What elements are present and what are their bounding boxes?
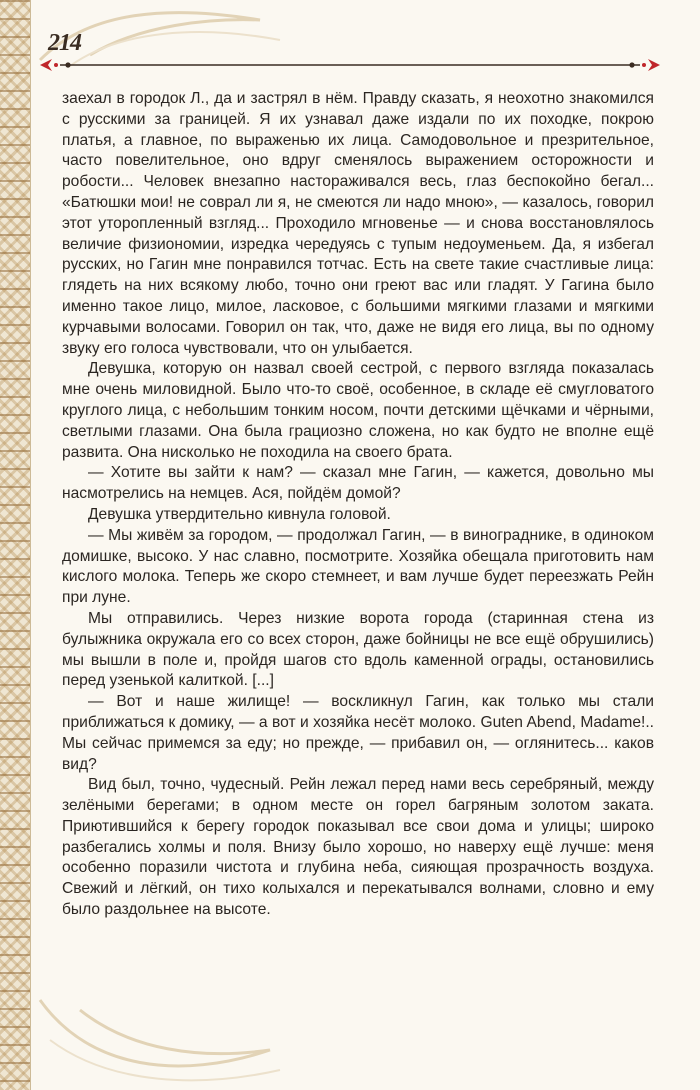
paragraph: — Мы живём за городом, — продолжал Гагин, — в винограднике, в одиноком домишке, высоко. У нас славно, посмотрите. Хозяйка обещала приготовить нам кислого молока. Теперь же скоро стемнеет, и вам лучше будет переезжать Рейн при луне. bbox=[62, 526, 654, 607]
paragraph: Вид был, точно, чудесный. Рейн лежал перед нами весь серебряный, между зелёными берегами; в одном месте он горел багряным золотом заката. Приютившийся к берегу городок показывал все свои дома и улицы; широко разбегались холмы и поля. Внизу было хорошо, но наверху ещё лучше: меня особенно поразили чистота и глубина неба, сияющая прозрачность воздуха. Свежий и лёгкий, он тихо колыхался и перекатывался волнами, словно и ему было раздольнее на высоте. bbox=[62, 776, 654, 919]
paragraph: Мы отправились. Через низкие ворота города (старинная стена из булыжника окружала его со всех сторон, даже бойницы не все ещё обрушились) мы вышли в поле и, пройдя шагов сто вдоль каменной ограды, остановились перед узенькой калиткой. [...] bbox=[62, 609, 654, 690]
paragraph: Девушка, которую он назвал своей сестрой, с первого взгляда показалась мне очень миловидной. Было что-то своё, особенное, в складе её смугловатого круглого лица, с небольшим тонким носом, почти детскими щёчками и чёрными, светлыми глазами. Она была грациозно сложена, но как будто не вполне ещё развита. Она нисколько не походила на своего брата. bbox=[62, 360, 654, 461]
bottom-swirl-ornament bbox=[30, 980, 290, 1090]
paragraph: — Хотите вы зайти к нам? — сказал мне Гагин, — кажется, довольно мы насмотрелись на немцев. Ася, пойдём домой? bbox=[62, 464, 654, 503]
paragraph: — Вот и наше жилище! — воскликнул Гагин, как только мы стали приближаться к домику, — а вот и хозяйка несёт молоко. Guten Abend, Madame!.. Мы сейчас примемся за еду; но прежде, — прибавил он, — оглянитесь... каков вид? bbox=[62, 693, 654, 773]
page-number: 214 bbox=[48, 30, 81, 56]
paragraph: заехал в городок Л., да и застрял в нём. Правду сказать, я неохотно знакомился с русскими за границей. Я их узнавал даже издали по их походке, покрою платья, а главное, по выраженью их лица. Самодовольное и презрительное, часто повелительное, оно вдруг сменялось выражением осторожности и робости... Человек внезапно настораживался весь, глаз беспокойно бегал... «Батюшки мои! не соврал ли я, не смеются ли надо мною», — казалось, говорил этот уторопленный взгляд... Проходило мгновенье — и снова восстановлялось величие физиономии, изредка чередуясь с тупым недоуменьем. Да, я избегал русских, но Гагин мне понравился тотчас. Есть на свете такие счастливые лица: глядеть на них всякому любо, точно они греют вас или гладят. У Гагина было именно такое лицо, милое, ласковое, с большими мягкими глазами и мягкими курчавыми волосами. Говорил он так, что, даже не видя его лица, вы по одному звуку его голоса чувствовали, что он улыбается. bbox=[62, 90, 654, 357]
paragraph: Девушка утвердительно кивнула головой. bbox=[88, 505, 391, 523]
header-rule-ornament bbox=[38, 56, 662, 74]
decorative-border-strip bbox=[0, 0, 31, 1090]
body-text bbox=[62, 89, 654, 921]
